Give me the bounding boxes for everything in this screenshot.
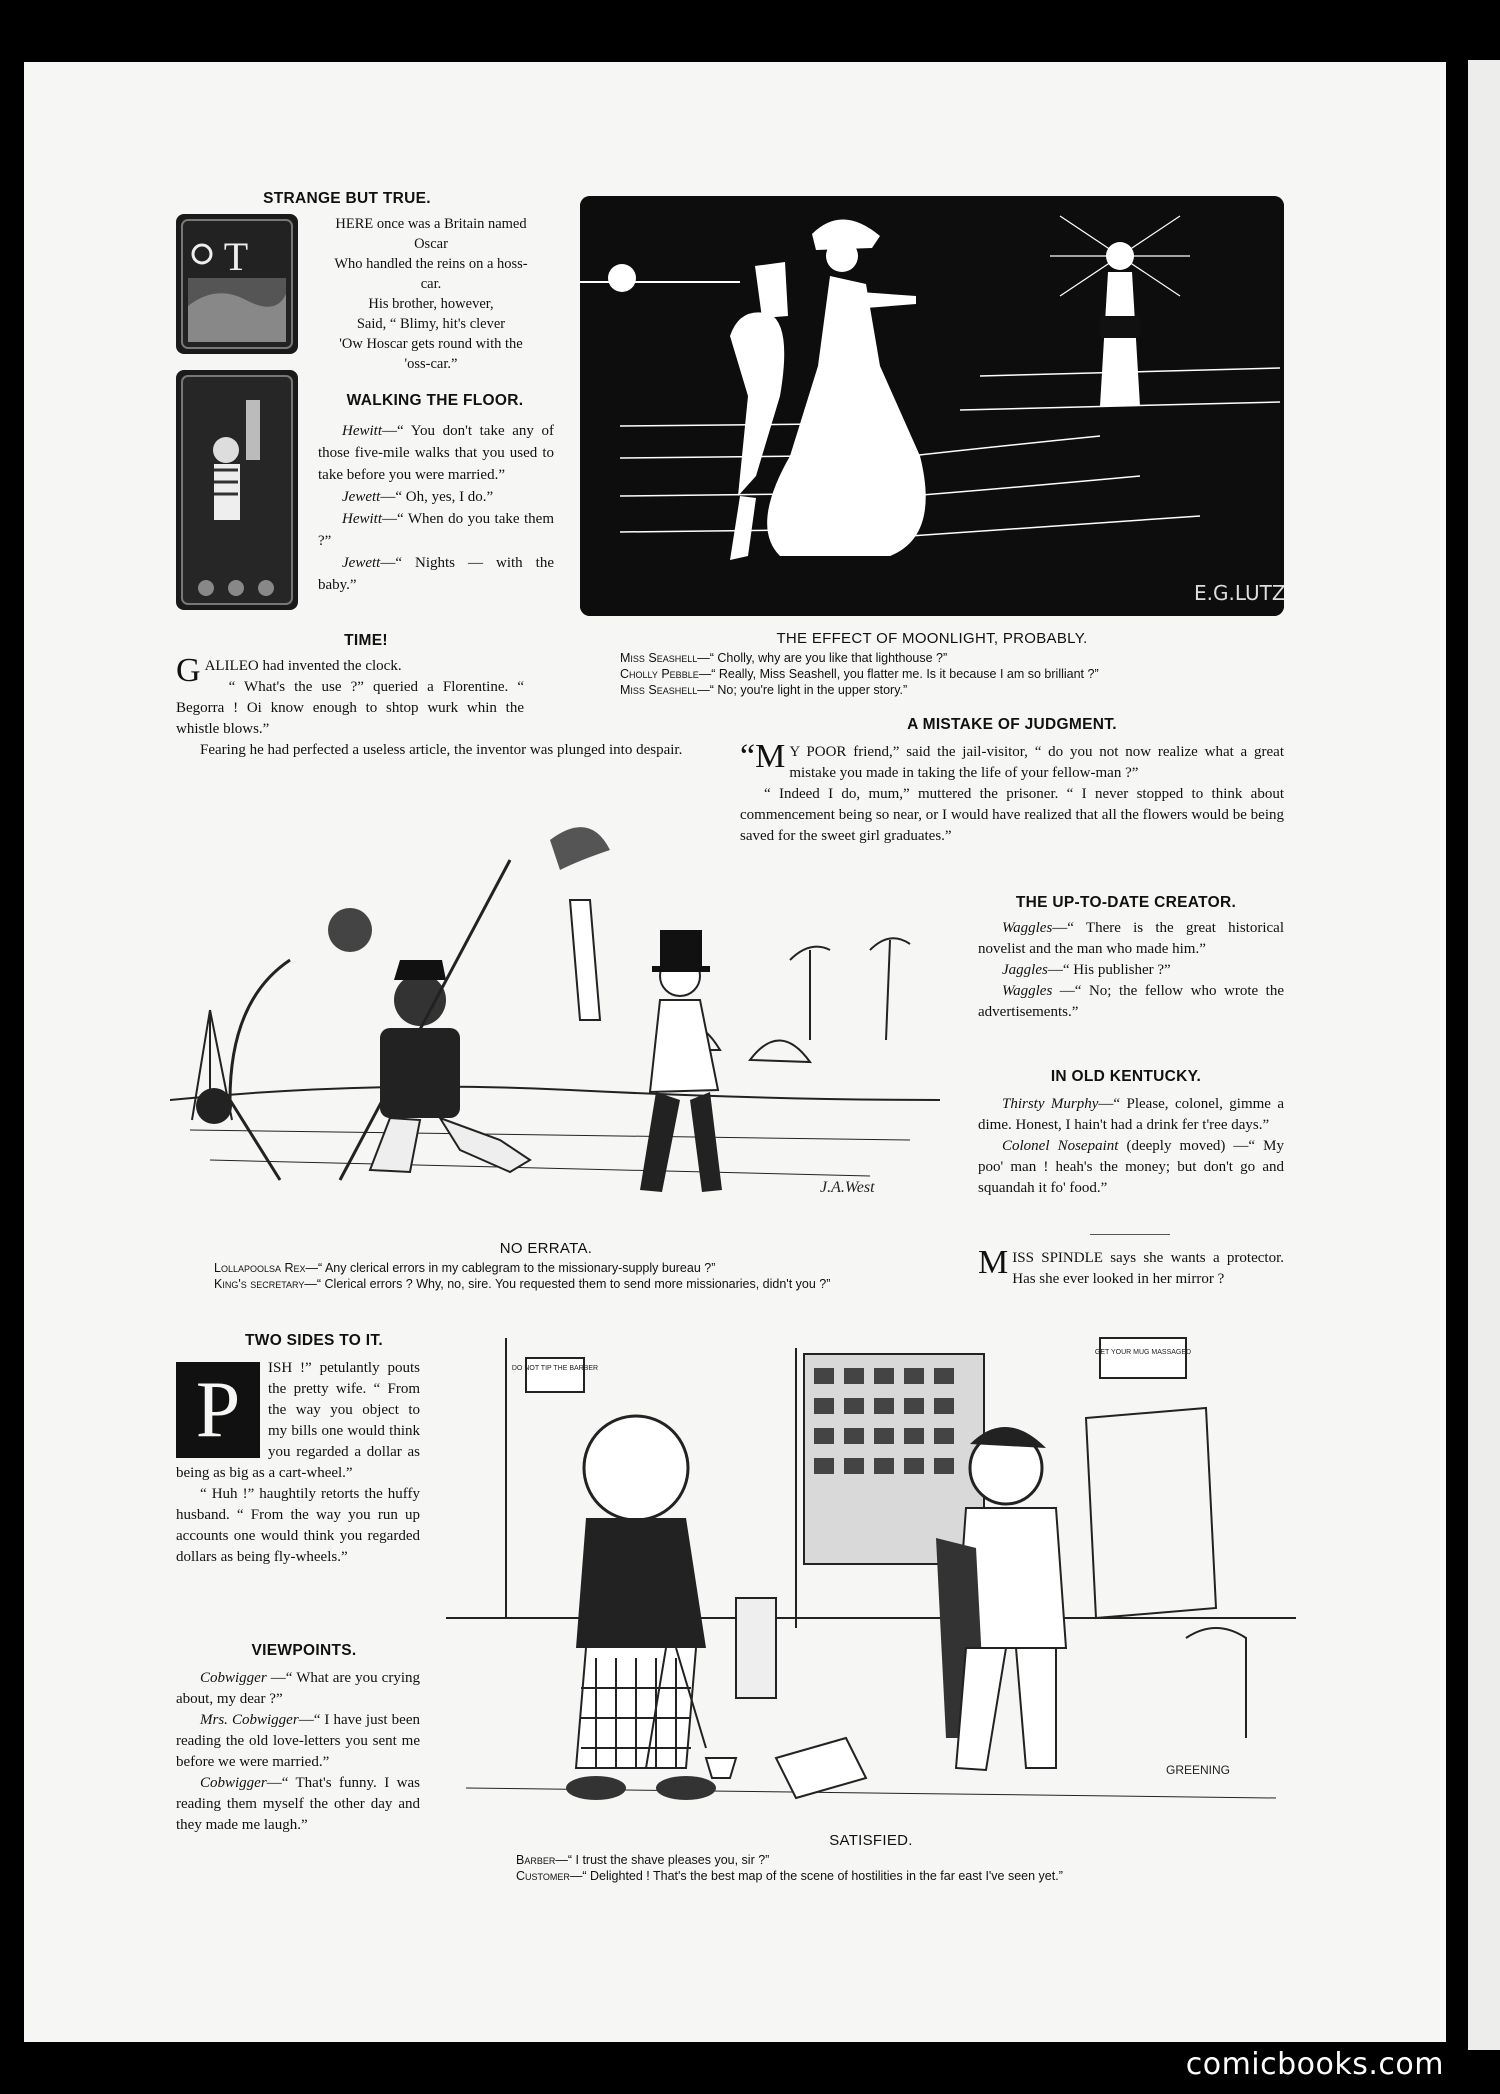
mistake-title: A MISTAKE OF JUDGMENT. <box>907 716 1117 733</box>
creator-line: Waggles —“ No; the fellow who wrote the advertisements.” <box>978 983 1284 1020</box>
moonlight-line: Miss Seashell—“ Cholly, why are you like that lighthouse ?” <box>620 651 948 665</box>
errata-signature: J.A.West <box>820 1179 875 1196</box>
satisfied-caption <box>516 1852 1296 1884</box>
time-title: TIME! <box>344 632 388 649</box>
errata-illustration <box>170 800 940 1230</box>
walking-title: WALKING THE FLOOR. <box>346 392 524 409</box>
separator-rule <box>1090 1234 1170 1235</box>
viewpoints-text <box>176 1668 420 1836</box>
spindle-text <box>978 1244 1284 1290</box>
moonlight-title: THE EFFECT OF MOONLIGHT, PROBABLY. <box>776 630 1088 647</box>
kentucky-text <box>978 1094 1284 1199</box>
sign-do-not-tip: DO NOT TIP THE BARBER <box>511 1365 599 1372</box>
creator-text <box>978 918 1284 1023</box>
walking-line: Hewitt—“ You don't take any of those five-mile walks that you used to take before you were married.” <box>318 423 554 483</box>
errata-caption <box>196 1260 960 1292</box>
moonlight-signature: E.G.LUTZ <box>1194 581 1284 605</box>
creator-line: Jaggles—“ His publisher ?” <box>1002 962 1171 978</box>
errata-line: Lollapoolsa Rex—“ Any clerical errors in my cablegram to the missionary-supply bureau ?” <box>214 1261 716 1275</box>
time-para: Fearing he had perfected a useless article, the inventor was plunged into despair. <box>200 742 683 758</box>
mistake-first: “M Y POOR friend,” said the jail-visitor, “ do you not now realize what a great mistake you made in taking the life of your fellow-man ?” <box>740 738 1284 781</box>
satisfied-title: SATISFIED. <box>829 1832 913 1849</box>
twosides-title: TWO SIDES TO IT. <box>245 1332 383 1349</box>
mistake-para: “ Indeed I do, mum,” muttered the prisoner. “ I never stopped to think about commencement being so near, or I would have realized that all the flowers would be being saved for the sweet girl graduates.” <box>740 786 1284 844</box>
strange-line: 'Ow Hoscar gets round with the <box>339 336 523 352</box>
creator-title: THE UP-TO-DATE CREATOR. <box>1015 894 1237 911</box>
moonlight-line: Miss Seashell—“ No; you're light in the upper story.” <box>620 683 908 697</box>
site-watermark: comicbooks.com <box>1185 2047 1444 2082</box>
viewpoints-line: Cobwigger —“ What are you crying about, my dear ?” <box>176 1670 420 1707</box>
strange-line: Who handled the reins on a hoss- <box>334 256 528 272</box>
time-para: “ What's the use ?” queried a Florentine. “ Begorra ! Oi know enough to shtop wurk whin the whistle blows.” <box>176 679 524 737</box>
strange-line: Oscar <box>414 236 448 252</box>
walking-line: Hewitt—“ When do you take them ?” <box>318 511 554 549</box>
strange-line: 'oss-car.” <box>404 356 458 372</box>
walking-line: Jewett—“ Oh, yes, I do.” <box>342 489 494 505</box>
strange-line: Said, “ Blimy, hit's clever <box>356 316 506 332</box>
strange-illustration <box>176 214 298 354</box>
satisfied-line: Barber—“ I trust the shave pleases you, sir ?” <box>516 1853 770 1867</box>
kentucky-line: Colonel Nosepaint (deeply moved) —“ My poo' man ! heah's the money; but don't go and squandah it fo' food.” <box>978 1138 1284 1196</box>
time-text <box>176 652 724 761</box>
satisfied-signature: GREENING <box>1166 1763 1231 1777</box>
creator-line: Waggles—“ There is the great historical novelist and the man who made him.” <box>978 920 1284 957</box>
twosides-first: P ISH !” petulantly pouts the pretty wife. “ From the way you object to my bills one would think you regarded a dollar as being as big as a cart-wheel.” <box>176 1360 420 1481</box>
twosides-para: “ Huh !” haughtily retorts the huffy husband. “ From the way you run up accounts one would think you regarded dollars as being fly-wheels.” <box>176 1486 420 1565</box>
time-first: GALILEO had invented the clock. <box>176 652 402 689</box>
moonlight-illustration <box>580 196 1284 616</box>
spindle-para: MISS SPINDLE says she wants a protector. Has she ever looked in her mirror ? <box>978 1244 1284 1287</box>
strange-line: HERE once was a Britain named <box>335 216 527 232</box>
twosides-dropcap: P <box>176 1362 260 1458</box>
strange-title: STRANGE BUT TRUE. <box>263 190 431 207</box>
viewpoints-title: VIEWPOINTS. <box>251 1642 357 1659</box>
page-edge <box>1468 60 1500 2050</box>
walking-illustration <box>176 370 298 610</box>
viewpoints-line: Cobwigger—“ That's funny. I was reading them myself the other day and they made me laugh.” <box>176 1775 420 1833</box>
errata-title: NO ERRATA. <box>499 1240 593 1257</box>
kentucky-title: IN OLD KENTUCKY. <box>1050 1068 1202 1085</box>
walking-line: Jewett—“ Nights — with the baby.” <box>318 555 554 593</box>
strange-line: car. <box>420 276 442 292</box>
strange-verse <box>306 214 556 374</box>
strange-line: His brother, however, <box>368 296 494 312</box>
kentucky-line: Thirsty Murphy—“ Please, colonel, gimme a dime. Honest, I hain't had a drink fer t'ree days.” <box>978 1096 1285 1133</box>
sign-mug-massaged: GET YOUR MUG MASSAGED <box>1094 1349 1192 1356</box>
twosides-text <box>176 1358 420 1568</box>
moonlight-line: Cholly Pebble—“ Really, Miss Seashell, you flatter me. Is it because I am so brilliant ?” <box>620 667 1099 681</box>
svg-text:T: T <box>223 234 249 279</box>
walking-text <box>318 420 554 596</box>
errata-line: King's secretary—“ Clerical errors ? Why, no, sire. You requested them to send more missionaries, didn't you ?” <box>214 1277 831 1291</box>
satisfied-line: Customer—“ Delighted ! That's the best map of the scene of hostilities in the far east I've seen yet.” <box>516 1869 1063 1883</box>
viewpoints-line: Mrs. Cobwigger—“ I have just been reading the old love-letters you sent me before we were married.” <box>176 1712 420 1770</box>
satisfied-illustration <box>446 1318 1296 1828</box>
